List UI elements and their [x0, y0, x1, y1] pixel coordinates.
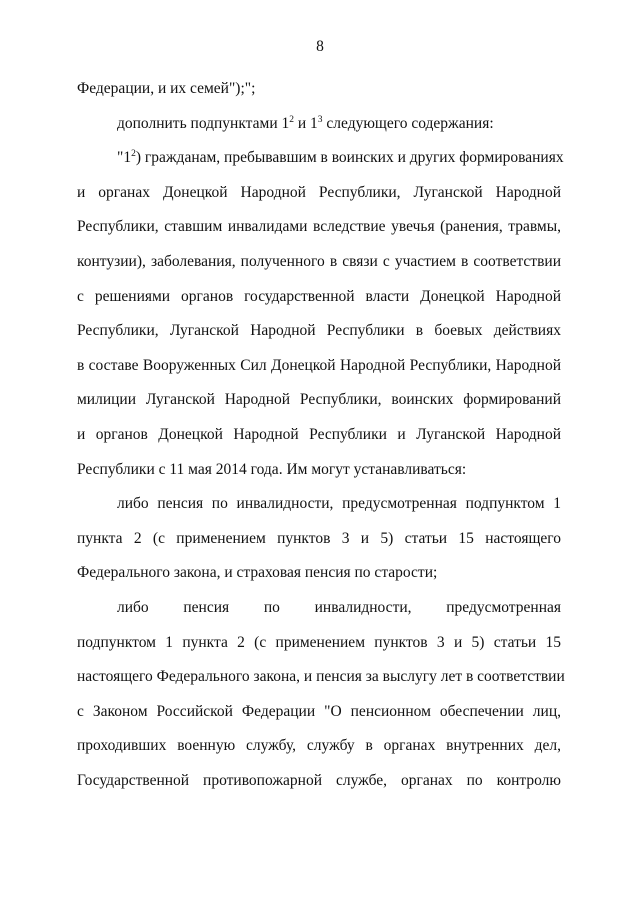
- superscript: 2: [289, 114, 294, 125]
- text-run: и органов Донецкой Народной Республики и Луганской Народной: [77, 425, 561, 443]
- text-run: Федерации, и их семей");";: [77, 80, 256, 97]
- text-run: Федерального закона, и страховая пенсия по старости;: [77, 564, 438, 582]
- text-line: [77, 556, 561, 591]
- text-line: [77, 72, 561, 107]
- text-line: [77, 141, 564, 176]
- text-run: Республики, ставшим инвалидами вследствие увечья (ранения, травмы,: [77, 218, 561, 236]
- superscript: 3: [317, 114, 323, 125]
- text-line: [77, 591, 561, 626]
- text-line: [77, 453, 561, 488]
- text-run: "1: [117, 149, 132, 167]
- document-body: [77, 72, 565, 798]
- page-number: 8: [316, 38, 324, 55]
- text-line: [77, 626, 561, 661]
- text-run: с решениями органов государственной власти Донецкой Народной: [77, 287, 561, 305]
- text-line: [77, 176, 561, 211]
- text-run: либо пенсия по инвалидности, предусмотренная: [117, 598, 561, 616]
- text-run: в составе Вооруженных Сил Донецкой Народной Республики, Народной: [77, 356, 561, 374]
- text-run: пункта 2 (с применением пунктов 3 и 5) статьи 15 настоящего: [77, 529, 561, 547]
- text-run: и 1: [294, 114, 318, 132]
- text-run: подпунктом 1 пункта 2 (с применением пунктов 3 и 5) статьи 15: [77, 633, 561, 651]
- text-run: настоящего Федерального закона, и пенсия за выслугу лет в соответствии: [77, 668, 565, 686]
- text-run: следующего содержания:: [322, 114, 494, 132]
- superscript: 2: [131, 149, 136, 160]
- text-run: либо пенсия по инвалидности, предусмотренная подпунктом 1: [117, 495, 561, 513]
- text-run: проходивших военную службу, службу в органах внутренних дел,: [77, 737, 561, 755]
- text-run: ) гражданам, пребывавшим в воинских и других формированиях: [135, 149, 564, 167]
- text-line: [77, 349, 561, 384]
- text-line: [77, 280, 561, 315]
- text-line: [77, 729, 561, 764]
- text-line: [77, 314, 561, 349]
- text-line: [77, 695, 561, 730]
- text-line: [77, 660, 565, 695]
- text-run: Республики с 11 мая 2014 года. Им могут устанавливаться:: [77, 460, 467, 478]
- text-line: [77, 487, 561, 522]
- text-line: [77, 522, 561, 557]
- text-run: Государственной противопожарной службе, органах по контролю: [77, 771, 561, 789]
- text-run: Республики, Луганской Народной Республики в боевых действиях: [77, 322, 561, 340]
- text-run: с Законом Российской Федерации "О пенсионном обеспечении лиц,: [77, 702, 561, 720]
- text-run: контузии), заболевания, полученного в связи с участием в соответствии: [77, 252, 561, 270]
- text-line: [77, 418, 561, 453]
- text-line: [77, 383, 561, 418]
- text-line: [77, 107, 561, 142]
- text-line: [77, 764, 561, 799]
- text-run: милиции Луганской Народной Республики, воинских формирований: [77, 391, 561, 409]
- text-line: [77, 245, 561, 280]
- text-line: [77, 210, 561, 245]
- text-run: дополнить подпунктами 1: [117, 114, 290, 132]
- text-run: и органах Донецкой Народной Республики, Луганской Народной: [77, 183, 561, 201]
